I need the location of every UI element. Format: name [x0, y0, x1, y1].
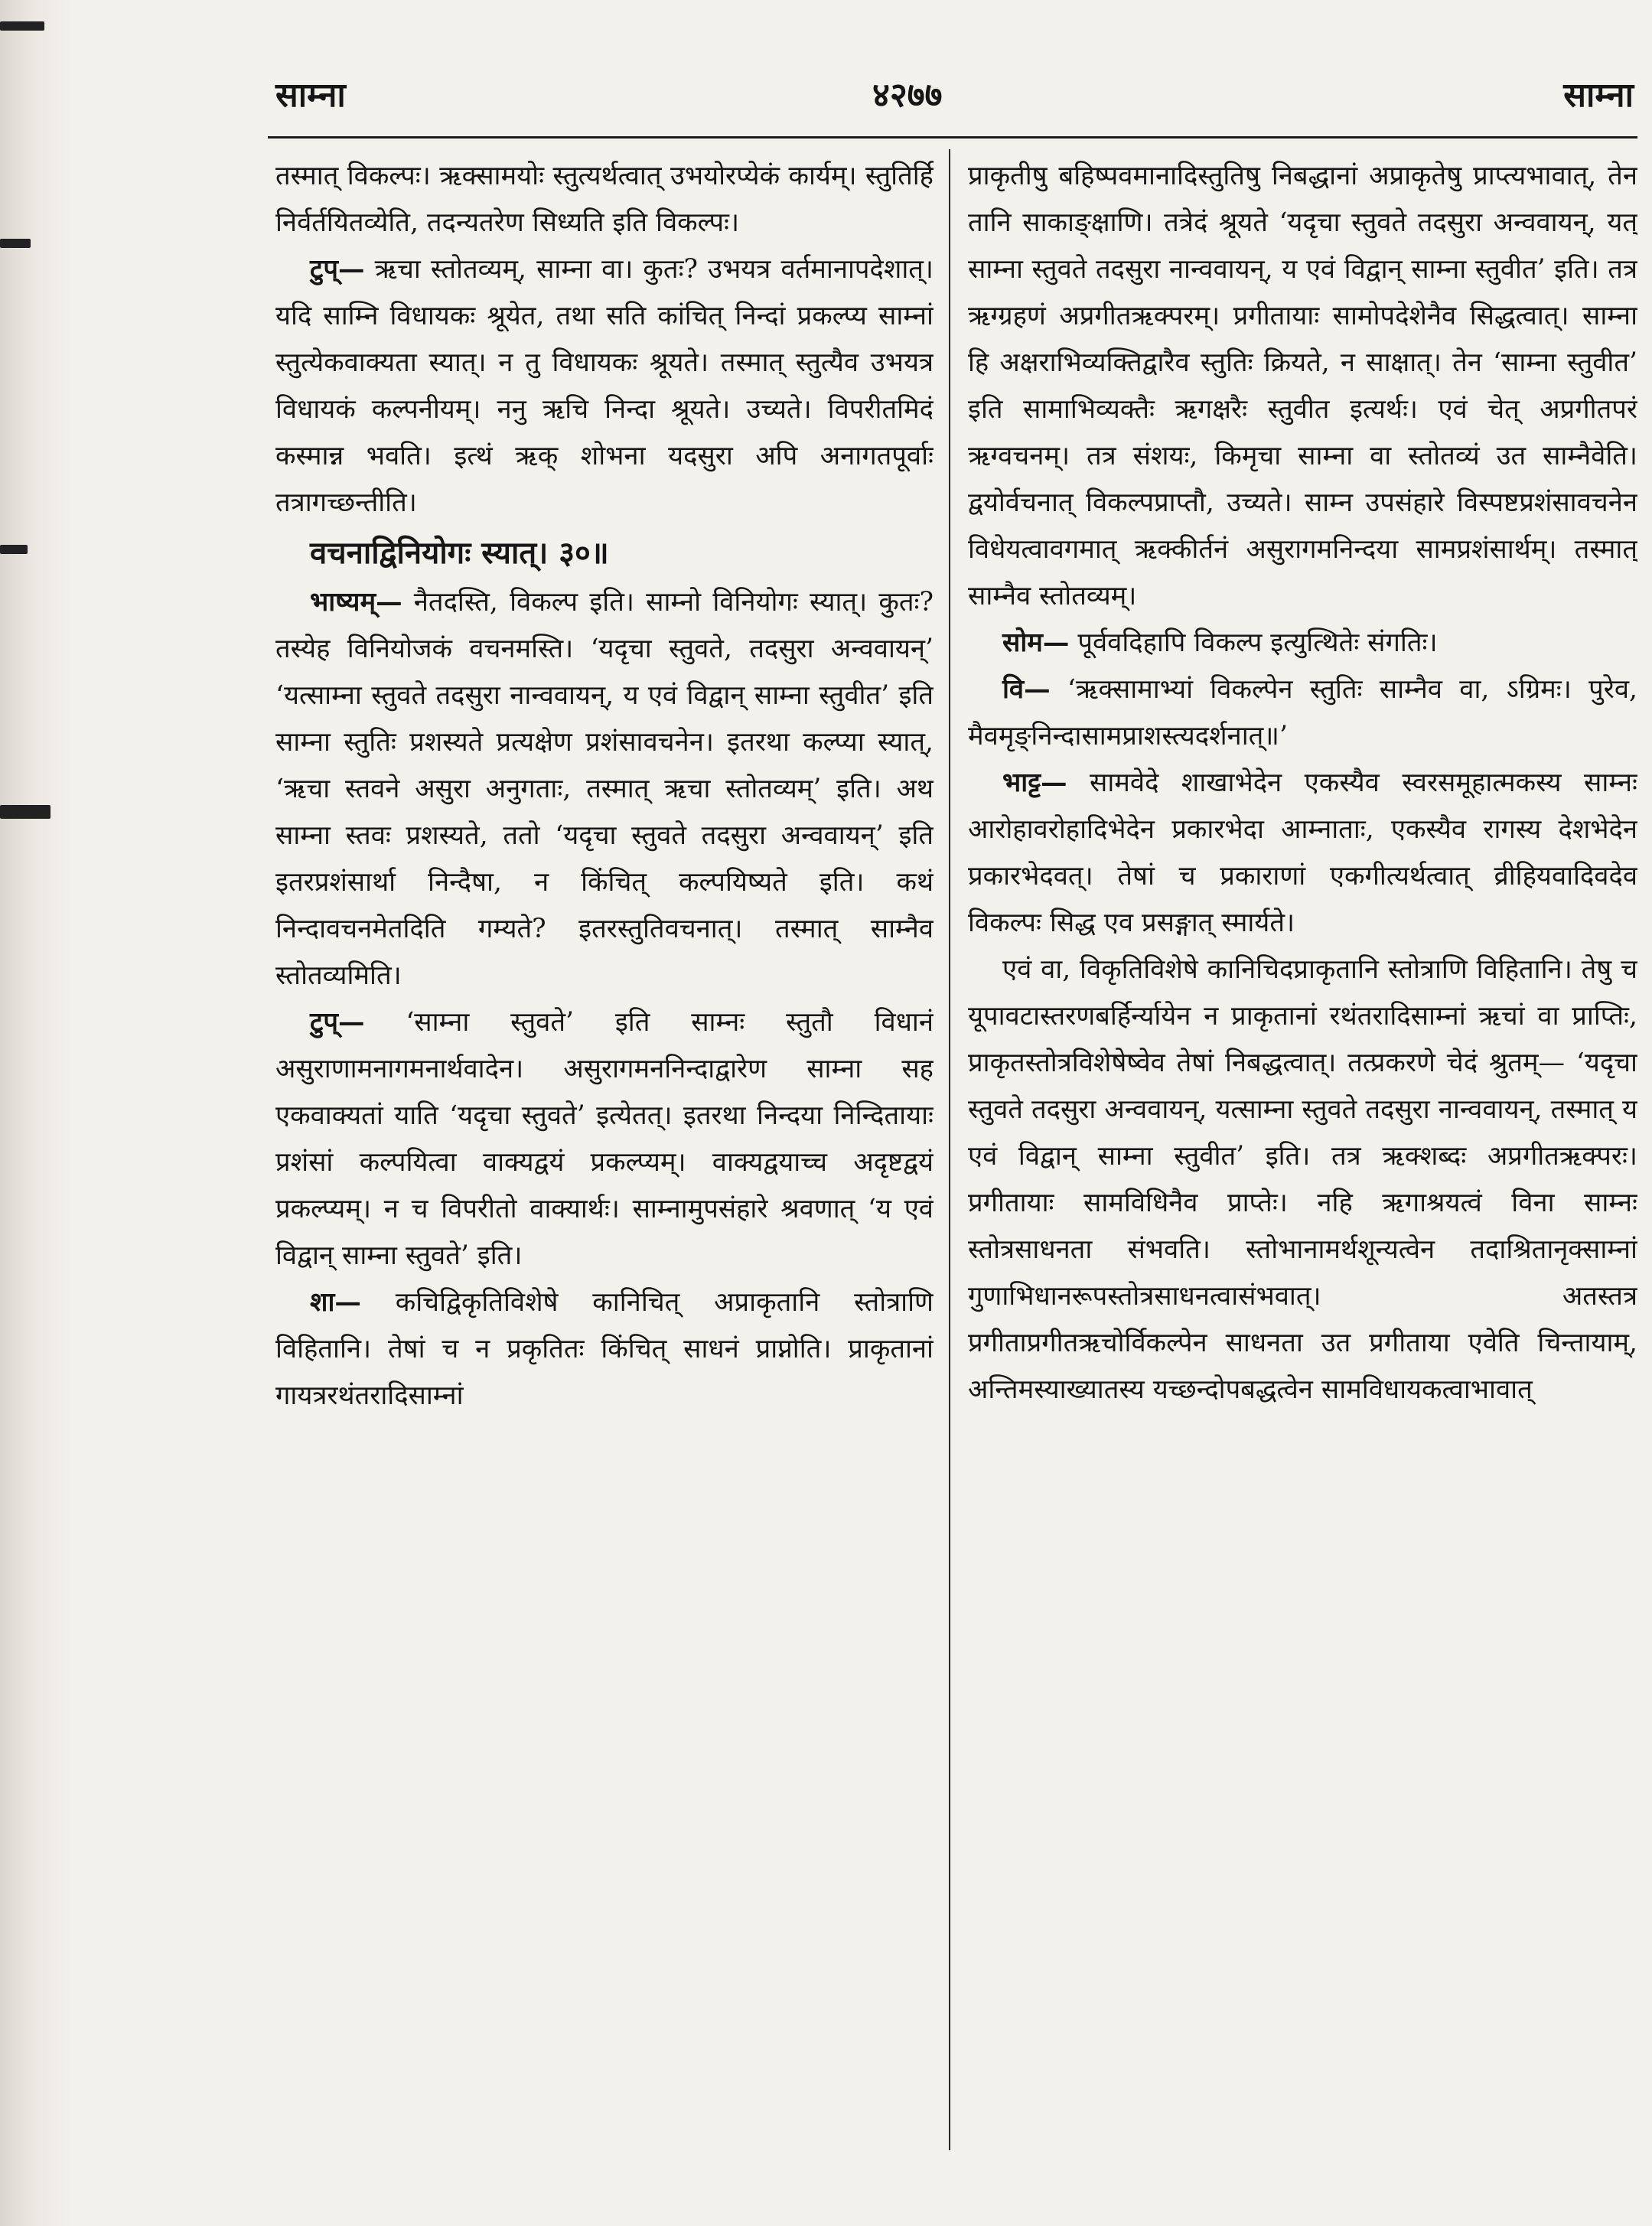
paragraph-text: ‘साम्ना स्तुवते’ इति साम्नः स्तुतौ विधानं असुराणामनागमनार्थवादेन। असुरागमननिन्दाद्वारेण साम्ना सह एकवाक्यतां याति ‘यदृचा स्तुवते’ इत्येतत्। इतरथा निन्दया निन्दितायाः प्रशंसां कल्पयित्वा वाक्यद्वयं प्रकल्प्यम्। वाक्यद्वयाच्च अदृष्टद्वयं प्रकल्प्यम्। न च विपरीतो वाक्यार्थः। साम्नामुपसंहारे श्रवणात् ‘य एवं विद्वान् साम्ना स्तुवते’ इति।: [275, 1007, 934, 1271]
paragraph: [275, 999, 934, 1279]
paragraph-text: तस्मात् विकल्पः। ऋक्सामयोः स्तुत्यर्थत्वात् उभयोरप्येकं कार्यम्। स्तुतिर्हि निर्वर्तयितव्येति, तदन्यतरेण सिध्यति इति विकल्पः।: [275, 161, 934, 238]
paragraph: [275, 246, 934, 526]
paragraph: [968, 760, 1637, 947]
speaker-label: टुप्—: [310, 254, 365, 285]
paragraph-text: ऋचा स्तोतव्यम्, साम्ना वा। कुतः? उभयत्र वर्तमानापदेशात्। यदि साम्नि विधायकः श्रूयेत, तथा सति कांचित् निन्दां प्रकल्प्य साम्नां स्तुत्येकवाक्यता स्यात्। न तु विधायकः श्रूयते। तस्मात् स्तुत्यैव उभयत्र विधायकं कल्पनीयम्। ननु ऋचि निन्दा श्रूयते। उच्यते। विपरीतमिदं कस्मान्न भवति। इत्थं ऋक् शोभना यदसुरा अपि अनागतपूर्वाः तत्रागच्छन्तीति।: [275, 254, 934, 518]
paragraph: [968, 947, 1637, 1413]
paragraph: [968, 620, 1637, 666]
header-left-title: साम्ना: [275, 76, 346, 115]
left-column: [275, 153, 934, 2143]
speaker-label: भाष्यम्—: [310, 587, 402, 618]
paragraph-text: एवं वा, विकृतिविशेषे कानिचिदप्राकृतानि स्तोत्राणि विहितानि। तेषु च यूपावटास्तरणबर्हिर्न्यायेन न प्राकृतानां रथंतरादिसाम्नां ऋचां वा प्राप्तिः, प्राकृतस्तोत्रविशेषेष्वेव तेषां निबद्धत्वात्। तत्प्रकरणे चेदं श्रुतम्— ‘यदृचा स्तुवते तदसुरा अन्ववायन्, यत्साम्ना स्तुवते तदसुरा नान्ववायन्, तस्मात् य एवं विद्वान् साम्ना स्तुवीत’ इति। तत्र ऋक्शब्दः अप्रगीतऋक्परः। प्रगीतायाः सामविधिनैव प्राप्तेः। नहि ऋगाश्रयत्वं विना साम्नः स्तोत्रसाधनता संभवति। स्तोभानामर्थशून्यत्वेन तदाश्रितानृक्साम्नां गुणाभिधानरूपस्तोत्रसाधनत्वासंभवात्। अतस्तत्र प्रगीताप्रगीतऋचोर्विकल्पेन साधनता उत प्रगीताया एवेति चिन्तायाम्, अन्तिमस्याख्यातस्य यच्छन्दोपबद्धत्वेन सामविधायकत्वाभावात्: [968, 954, 1637, 1405]
paragraph: [968, 153, 1637, 620]
binding-mark: [0, 805, 51, 819]
paragraph: [968, 666, 1637, 760]
sutra-line: [275, 530, 934, 576]
binding-mark: [0, 545, 28, 554]
speaker-label: भाट्ट—: [1002, 768, 1067, 798]
right-column: [968, 153, 1637, 2143]
speaker-label: टुप्—: [310, 1007, 365, 1038]
paragraph-text: ‘ऋक्सामाभ्यां विकल्पेन स्तुतिः साम्नैव वा, ऽग्रिमः। पुरेव, मैवमृङ्निन्दासामप्राशस्त्यदर्शनात्॥’: [968, 674, 1637, 751]
paragraph-text: वचनाद्विनियोगः स्यात्। ३०॥: [310, 535, 609, 571]
running-header: [275, 70, 1649, 116]
page-binding-edge: [0, 0, 73, 2226]
paragraph: [275, 579, 934, 999]
paragraph-text: सामवेदे शाखाभेदेन एकस्यैव स्वरसमूहात्मकस्य साम्नः आरोहावरोहादिभेदेन प्रकारभेदा आम्नाताः, एकस्यैव रागस्य देशभेदेन प्रकारभेदवत्। तेषां च प्रकाराणां एकगीत्यर्थत्वात् व्रीहियवादिवदेव विकल्पः सिद्ध एव प्रसङ्गात् स्मार्यते।: [968, 768, 1637, 938]
paragraph-text: नैतदस्ति, विकल्प इति। साम्नो विनियोगः स्यात्। कुतः? तस्येह विनियोजकं वचनमस्ति। ‘यदृचा स्तुवते, तदसुरा अन्ववायन्’ ‘यत्साम्ना स्तुवते तदसुरा नान्ववायन्, य एवं विद्वान् साम्ना स्तुवीत’ इति साम्ना स्तुतिः प्रशस्यते प्रत्यक्षेण प्रशंसावचनेन। इतरथा कल्प्या स्यात्, ‘ऋचा स्तवने असुरा अनुगताः, तस्मात् ऋचा स्तोतव्यम्’ इति। अथ साम्ना स्तवः प्रशस्यते, ततो ‘यदृचा स्तुवते तदसुरा अन्ववायन्’ इति इतरप्रशंसार्था निन्दैषा, न किंचित् कल्पयिष्यते इति। कथं निन्दावचनमेतदिति गम्यते? इतरस्तुतिवचनात्। तस्मात् साम्नैव स्तोतव्यमिति।: [275, 587, 934, 991]
speaker-label: वि—: [1002, 674, 1051, 705]
speaker-label: शा—: [310, 1287, 361, 1318]
paragraph: [275, 153, 934, 246]
header-rule: [268, 136, 1637, 139]
paragraph-text: कचिद्विकृतिविशेषे कानिचित् अप्राकृतानि स्तोत्राणि विहितानि। तेषां च न प्रकृतितः किंचित् साधनं प्राप्नोति। प्राकृतानां गायत्ररथंतरादिसाम्नां: [275, 1287, 934, 1411]
paragraph-text: पूर्ववदिहापि विकल्प इत्युत्थितेः संगतिः।: [1069, 627, 1438, 658]
speaker-label: सोम—: [1002, 627, 1070, 658]
page-number: ४२७७: [872, 76, 943, 115]
column-divider: [949, 149, 950, 2150]
binding-mark: [0, 239, 31, 248]
header-right-title: साम्ना: [1563, 76, 1634, 115]
paragraph-text: प्राकृतीषु बहिष्पवमानादिस्तुतिषु निबद्धानां अप्राकृतेषु प्राप्त्यभावात्, तेन तानि साकाङ्क्षाणि। तत्रेदं श्रूयते ‘यदृचा स्तुवते तदसुरा अन्ववायन्, यत् साम्ना स्तुवते तदसुरा नान्ववायन्, य एवं विद्वान् साम्ना स्तुवीत’ इति। तत्र ऋग्ग्रहणं अप्रगीतऋक्परम्। प्रगीतायाः सामोपदेशेनैव सिद्धत्वात्। साम्ना हि अक्षराभिव्यक्तिद्वारैव स्तुतिः क्रियते, न साक्षात्। तेन ‘साम्ना स्तुवीत’ इति सामाभिव्यक्तैः ऋगक्षरैः स्तुवीत इत्यर्थः। एवं चेत् अप्रगीतपरं ऋग्वचनम्। तत्र संशयः, किमृचा साम्ना वा स्तोतव्यं उत साम्नैवेति। द्वयोर्वचनात् विकल्पप्राप्तौ, उच्यते। साम्न उपसंहारे विस्पष्टप्रशंसावचनेन विधेयत्वावगमात् ऋक्कीर्तनं असुरागमनिन्दया सामप्रशंसार्थम्। तस्मात् साम्नैव स्तोतव्यम्।: [968, 161, 1637, 611]
binding-mark: [0, 21, 44, 31]
paragraph: [275, 1279, 934, 1419]
